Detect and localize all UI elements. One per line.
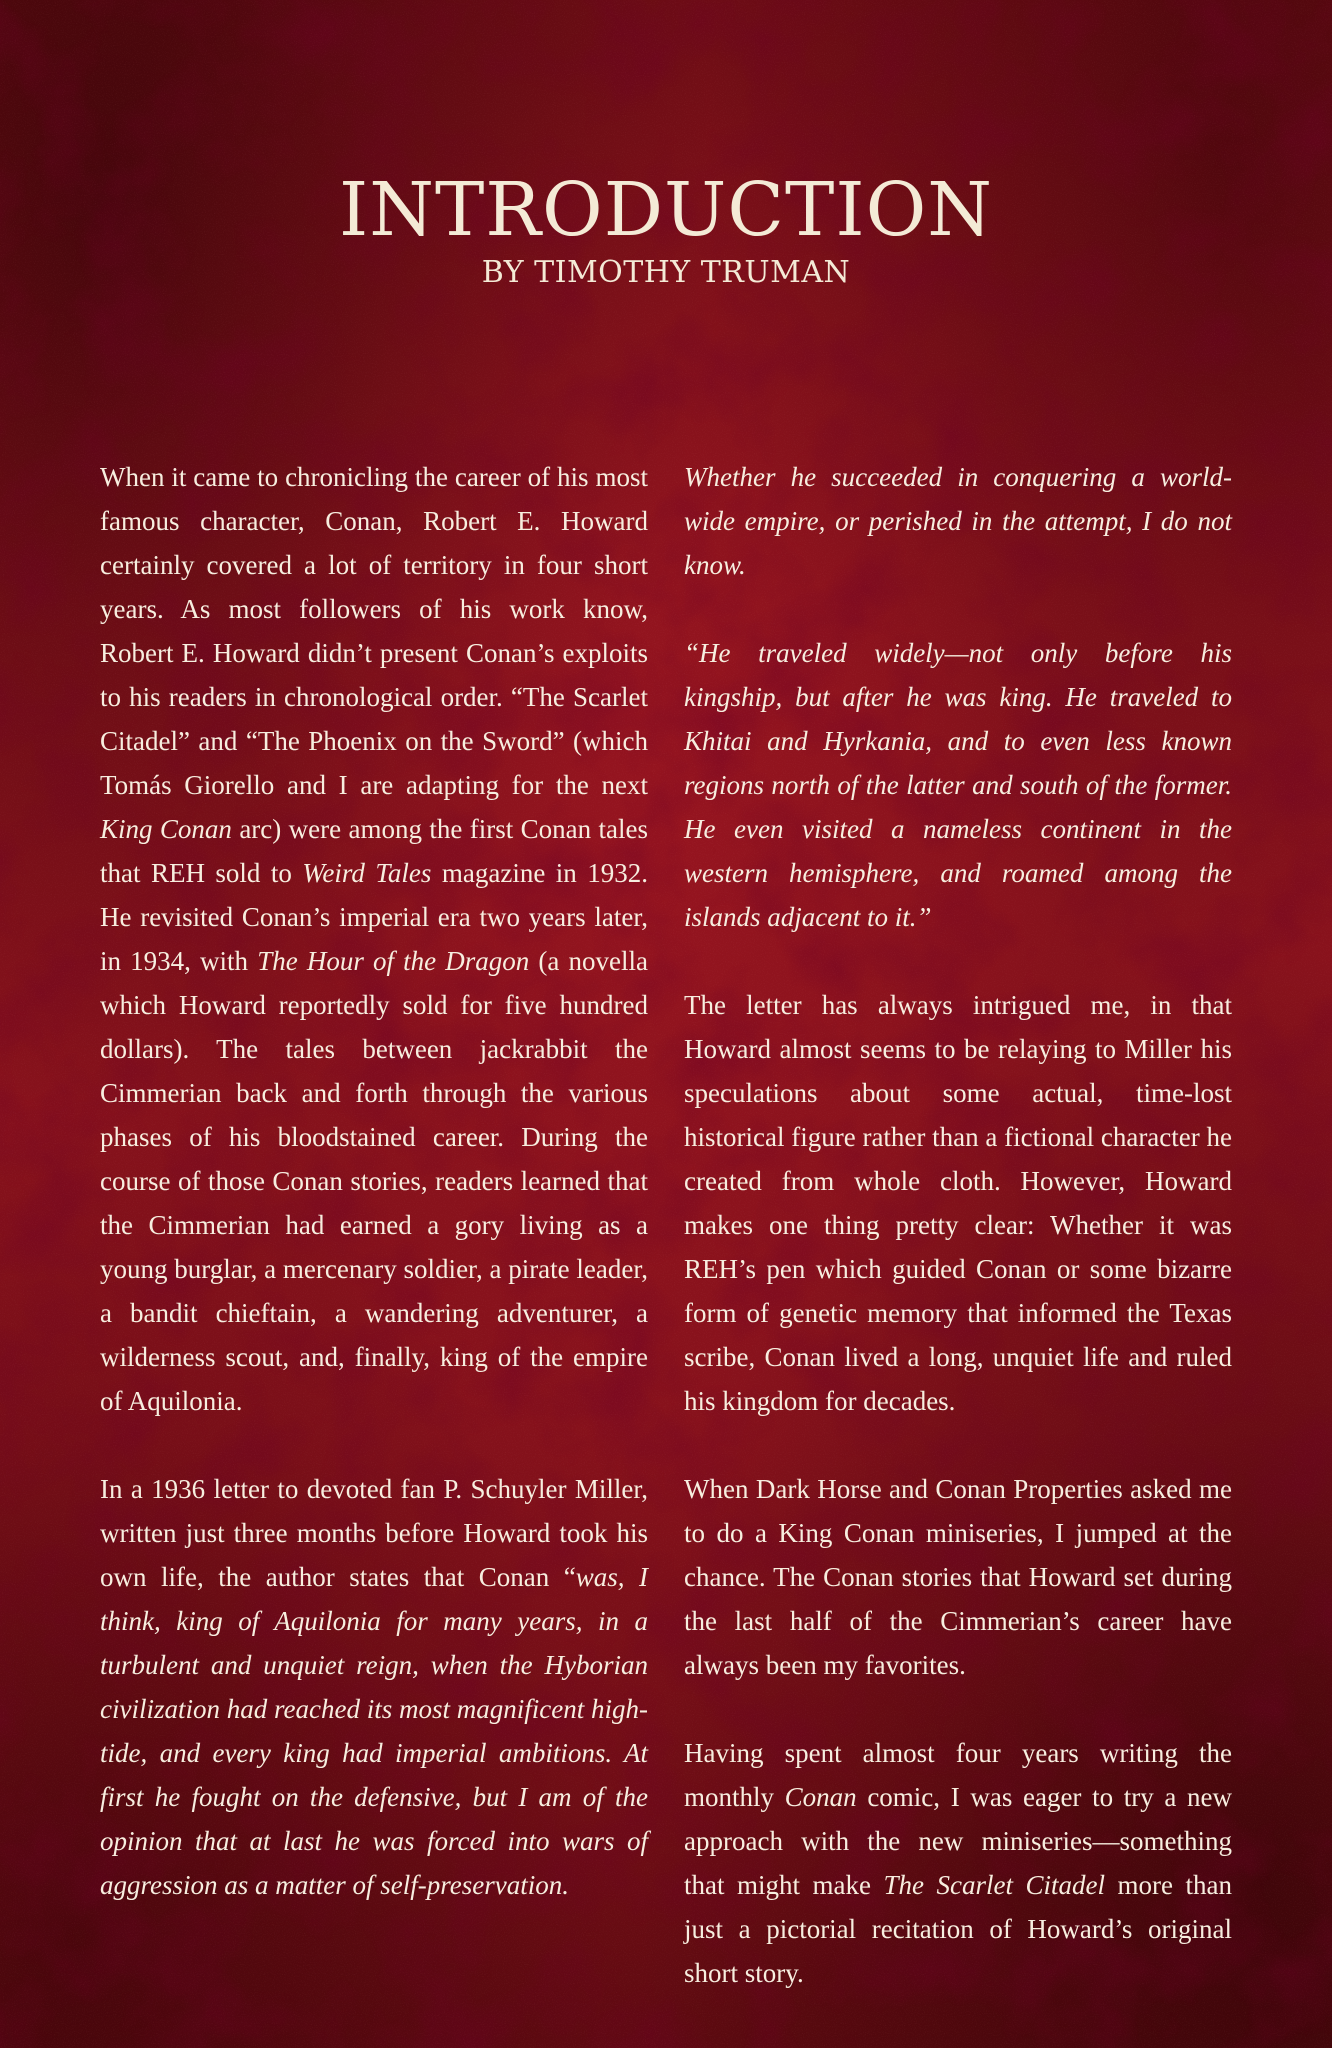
author-byline: BY TIMOTHY TRUMAN xyxy=(481,255,851,290)
text-run: Having spent almost four years writing the monthly xyxy=(684,1738,1232,1812)
title-block xyxy=(0,168,1332,292)
text-run: arc) were among the first Conan tales that REH sold to xyxy=(100,814,648,888)
italic-title: Weird Tales xyxy=(302,858,432,888)
paragraph xyxy=(100,455,648,1423)
right-column xyxy=(684,455,1232,1995)
paragraph: When Dark Horse and Conan Properties asked me to do a King Conan miniseries, I jumped at the chance. The Conan stories that Howard set during the last half of the Cimmerian’s career have always been my favorites. xyxy=(684,1474,1232,1680)
italic-quote-paragraph: Whether he succeeded in conquering a world-wide empire, or perished in the attempt, I do not know. xyxy=(684,462,1232,580)
left-column xyxy=(100,455,648,1907)
text-run: (a novella which Howard reportedly sold for five hundred dollars). The tales between jackrabbit the Cimmerian back and forth through the various phases of his bloodstained career. During the course of those Conan stories, readers learned that the Cimmerian had earned a gory living as a young burglar, a mercenary soldier, a pirate leader, a bandit chieftain, a wandering adventurer, a wilderness scout, and, finally, king of the empire of Aquilonia. xyxy=(100,946,649,1416)
page-title: INTRODUCTION xyxy=(338,167,994,253)
italic-quote: was, I think, king of Aquilonia for many years, in a turbulent and unquiet reign, when the Hyborian civilization had reached its most magnificent high-tide, and every king had imperial ambitions. At first he fought on the defensive, but I am of the opinion that at last he was forced into wars of aggression as a matter of self-preservation. xyxy=(100,1562,649,1900)
italic-title: Conan xyxy=(784,1782,857,1812)
paragraph xyxy=(100,1467,648,1907)
italic-title: King Conan xyxy=(100,814,232,844)
text-run: more than just a pictorial recitation of Howard’s original short story. xyxy=(684,1870,1232,1988)
paragraph: The letter has always intrigued me, in that Howard almost seems to be relaying to Miller his speculations about some actual, time-lost historical figure rather than a fictional character he created from whole cloth. However, Howard makes one thing pretty clear: Whether it was REH’s pen which guided Conan or some bizarre form of genetic memory that informed the Texas scribe, Conan lived a long, unquiet life and ruled his kingdom for decades. xyxy=(684,990,1232,1416)
italic-title: The Scarlet Citadel xyxy=(883,1870,1105,1900)
paragraph xyxy=(684,1731,1232,1995)
text-run: comic, I was eager to try a new approach with the new miniseries—something that might make xyxy=(684,1782,1232,1900)
text-run: When it came to chronicling the career of his most famous character, Conan, Robert E. Howard certainly covered a lot of territory in four short years. As most followers of his work know, Robert E. Howard didn’t present Conan’s exploits to his readers in chronological order. “The Scarlet Citadel” and “The Phoenix on the Sword” (which Tomás Giorello and I are adapting for the next xyxy=(100,462,648,800)
italic-quote-paragraph: “He traveled widely—not only before his kingship, but after he was king. He traveled to Khitai and Hyrkania, and to even less known regions north of the latter and south of the former. He even visited a nameless continent in the western hemisphere, and roamed among the islands adjacent to it.” xyxy=(684,638,1232,932)
italic-title: The Hour of the Dragon xyxy=(257,946,530,976)
text-run: In a 1936 letter to devoted fan P. Schuyler Miller, written just three months before Howard took his own life, the author states that Conan “ xyxy=(100,1474,648,1592)
text-run: magazine in 1932. He revisited Conan’s imperial era two years later, in 1934, with xyxy=(100,858,648,976)
